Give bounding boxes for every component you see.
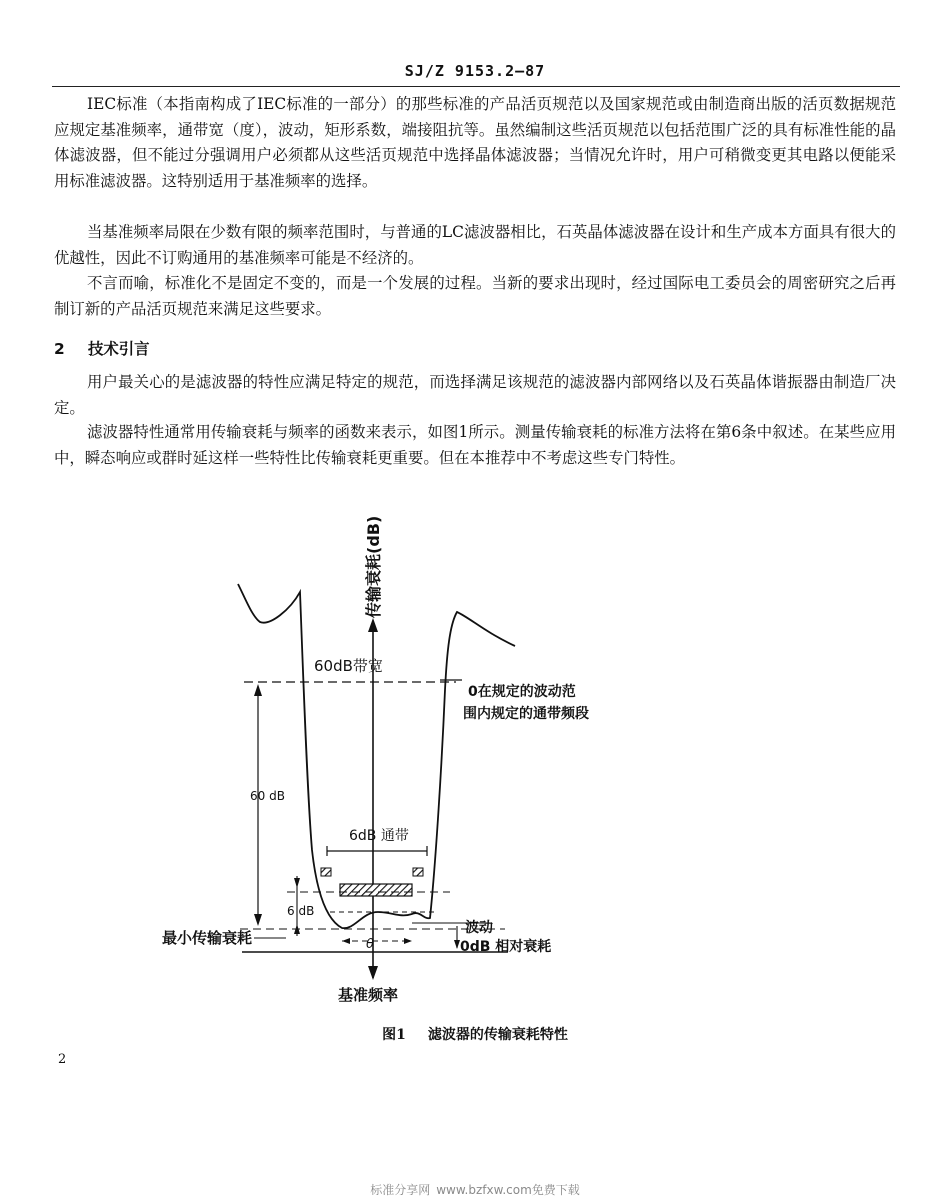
theta-arrow-right	[404, 938, 412, 944]
ripple-label: 波动	[465, 920, 493, 936]
figure-number: 图1	[382, 1027, 406, 1043]
theta-label: θ	[366, 937, 374, 952]
footer-site-name: 标准分享网	[370, 1183, 431, 1197]
figure-caption	[0, 1024, 950, 1044]
section-number: 2	[54, 340, 65, 358]
section-heading	[54, 337, 150, 359]
bandwidth-60db-label: 60dB带宽	[314, 657, 383, 675]
document-code-header: SJ/Z 9153.2—87	[404, 62, 546, 80]
passband-hatched-block	[340, 884, 412, 896]
hatch-marker-right	[413, 868, 423, 876]
figure-title: 滤波器的传输衰耗特性	[427, 1027, 568, 1043]
zero-note-line2: 围内规定的通带频段	[463, 706, 589, 722]
zero-note-line1: 0在规定的波动范	[468, 684, 576, 700]
header-rule	[52, 86, 900, 87]
paragraph-user-concern: 用户最关心的是滤波器的特性应满足特定的规范，而选择满足该规范的滤波器内部网络以及石英晶体谐振器由制造厂决定。	[54, 373, 896, 417]
paragraph-standardization: 不言而喻，标准化不是固定不变的，而是一个发展的过程。当新的要求出现时，经过国际电工委员会的周密研究之后再制订新的产品活页规范来满足这些要求。	[54, 274, 896, 318]
attenuation-curve	[238, 584, 515, 928]
paragraph-filter-characteristics: 滤波器特性通常用传输衰耗与频率的函数来表示，如图1所示。测量传输衰耗的标准方法将在第6条中叙述。在某些应用中，瞬态响应或群时延这样一些特性比传输衰耗更重要。但在本推荐中不考虑这些专门特性。	[54, 423, 896, 467]
reference-frequency-label: 基准频率	[338, 986, 399, 1004]
filter-attenuation-diagram	[0, 500, 950, 1020]
dimension-6db-arrow-top	[294, 878, 300, 888]
footer-site-url[interactable]: www.bzfxw.com免费下载	[436, 1183, 580, 1197]
theta-arrow-left	[342, 938, 350, 944]
dimension-6db-label: 6 dB	[287, 904, 315, 918]
footer-watermark	[0, 1181, 950, 1198]
hatch-marker-left	[321, 868, 331, 876]
dimension-60db-arrow-bottom	[254, 914, 262, 926]
y-axis-arrowhead	[368, 618, 378, 632]
dimension-60db-arrow-top	[254, 684, 262, 696]
reference-frequency-arrowhead	[368, 966, 378, 980]
paragraph-reference-frequency: 当基准频率局限在少数有限的频率范围时，与普通的LC滤波器相比，石英晶体滤波器在设计和生产成本方面具有很大的优越性，因此不订购通用的基准频率可能是不经济的。	[54, 223, 896, 267]
relative-0db-label: 0dB 相对衰耗	[460, 939, 552, 955]
page-number: 2	[58, 1052, 67, 1067]
passband-6db-label: 6dB 通带	[349, 828, 409, 844]
paragraph-iec-standards: IEC标准（本指南构成了IEC标准的一部分）的那些标准的产品活页规范以及国家规范或由制造商出版的活页数据规范应规定基准频率，通带宽（度），波动，矩形系数，端接阻抗等。虽然编制这些活页规范以包括范围广泛的具有标准性能的晶体滤波器，但不能过分强调用户必须都从这些活页规范中选择晶体滤波器；当情况允许时，用户可稍微变更其电路以便能采用标准滤波器。这特别适用于基准频率的选择。	[54, 95, 896, 190]
dimension-60db-label: 60 dB	[250, 789, 285, 803]
section-title: 技术引言	[88, 340, 150, 358]
y-axis-label: 传输衰耗(dB)	[364, 515, 383, 618]
min-loss-label: 最小传输衰耗	[162, 929, 253, 947]
